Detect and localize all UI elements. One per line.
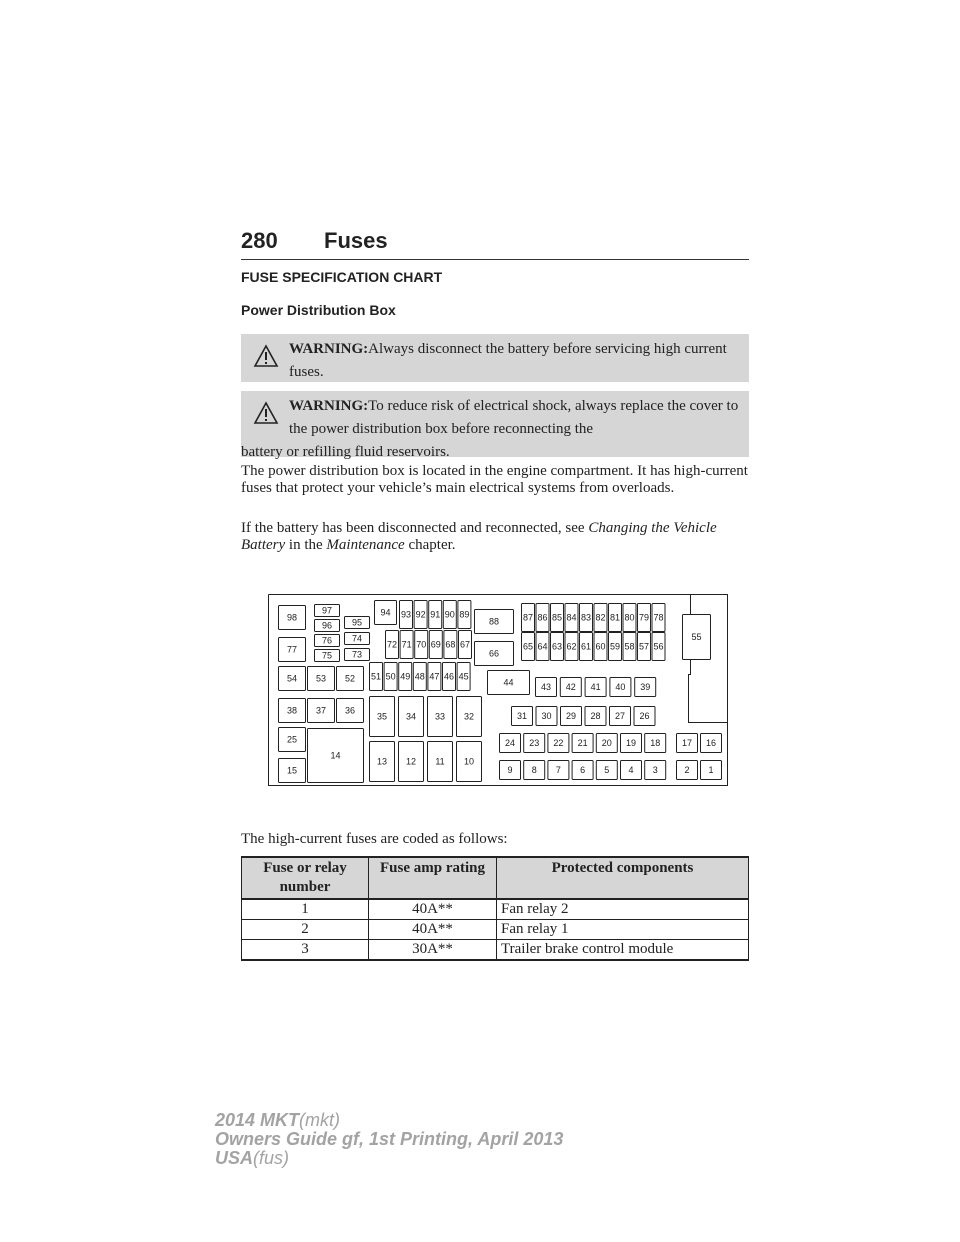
fuse-slot — [621, 734, 642, 753]
fuse-slot — [522, 633, 535, 661]
warning-box-1 — [241, 334, 749, 382]
warning-text-2-continued: battery or refilling fluid reservoirs. — [241, 444, 450, 460]
fuse-slot — [475, 642, 514, 666]
fuse-label: 70 — [416, 639, 427, 650]
fuse-label: 29 — [565, 711, 577, 721]
fuse-label: 43 — [540, 682, 552, 692]
fuse-label: 37 — [315, 705, 327, 716]
component-cell: Fan relay 2 — [497, 899, 749, 920]
fuse-label: 94 — [380, 607, 391, 618]
column-header: Protected components — [497, 857, 749, 899]
fuse-slot — [475, 610, 514, 634]
fuse-slot — [457, 663, 470, 691]
power-distribution-box-diagram — [268, 594, 728, 786]
fuse-slot — [634, 707, 655, 726]
fuse-label: 9 — [507, 765, 513, 775]
fuse-slot — [609, 604, 622, 632]
fuse-slot — [524, 761, 545, 780]
fuse-label: 83 — [580, 612, 592, 623]
fuse-slot — [572, 734, 593, 753]
fuse-slot — [308, 667, 335, 691]
fuse-slot — [638, 604, 651, 632]
fuse-label: 89 — [459, 609, 470, 620]
fuse-spec-table — [241, 856, 749, 961]
fuse-slot — [551, 633, 564, 661]
fuse-slot — [370, 742, 395, 782]
fuse-slot — [315, 650, 340, 662]
fuse-slot — [414, 601, 427, 629]
fuse-label: 21 — [577, 738, 588, 748]
fuse-label: 76 — [321, 635, 333, 646]
fuse-slot — [279, 759, 306, 783]
fuse-label: 58 — [624, 641, 635, 652]
fuse-slot — [585, 678, 606, 697]
fuse-slot — [429, 601, 442, 629]
fuse-slot — [524, 734, 545, 753]
fuse-label: 42 — [565, 682, 576, 692]
fuse-slot — [585, 707, 606, 726]
fuse-slot — [580, 633, 593, 661]
fuse-slot — [315, 605, 340, 617]
fuse-slot — [638, 633, 651, 661]
location-paragraph: The power distribution box is located in the engine compartment. It has high-current fuses that protect your vehicle’s main electrical systems from overloads. — [241, 463, 748, 496]
fuse-label: 81 — [609, 612, 621, 623]
fuse-label: 4 — [628, 765, 634, 775]
fuse-slot — [399, 663, 412, 691]
fuse-label: 44 — [503, 677, 514, 688]
fuse-label: 59 — [609, 641, 621, 652]
fuse-label: 86 — [537, 612, 548, 623]
fuse-label: 22 — [553, 738, 564, 748]
coded-intro: The high-current fuses are coded as follows: — [241, 831, 508, 847]
fuse-label: 56 — [653, 641, 664, 652]
fuse-slot — [384, 663, 397, 691]
fuse-slot — [536, 707, 557, 726]
fuse-label: 62 — [566, 641, 577, 652]
fuse-slot — [337, 667, 364, 691]
fuse-slot — [457, 742, 482, 782]
fuse-label: 35 — [376, 711, 388, 722]
fuse-slot — [413, 663, 426, 691]
fuse-slot — [609, 633, 622, 661]
fuse-slot — [458, 601, 471, 629]
fuse-label: 49 — [400, 671, 411, 682]
header-rule — [241, 259, 749, 260]
fuse-slot — [677, 761, 698, 780]
fuse-slot — [386, 631, 399, 659]
fuse-label: 66 — [488, 648, 500, 659]
fuse-label: 90 — [444, 609, 455, 620]
fuse-label: 28 — [590, 711, 601, 721]
fuse-slot — [315, 635, 340, 647]
fuse-label: 61 — [580, 641, 592, 652]
fuse-slot — [536, 604, 549, 632]
fuse-slot — [551, 604, 564, 632]
fuse-number-cell: 2 — [242, 920, 369, 940]
fuse-slot — [345, 633, 370, 645]
column-header: Fuse amp rating — [369, 857, 497, 899]
fuse-slot — [399, 742, 424, 782]
fuse-label: 18 — [650, 738, 661, 748]
fuse-slot — [548, 761, 569, 780]
fuse-slot — [652, 604, 665, 632]
fuse-label: 38 — [286, 705, 298, 716]
fuse-label: 68 — [445, 639, 456, 650]
fuse-label: 75 — [321, 650, 333, 661]
fuse-slot — [596, 761, 617, 780]
table-row — [242, 920, 749, 940]
page-footer — [215, 1111, 563, 1168]
fuse-slot — [623, 604, 636, 632]
fuse-label: 47 — [429, 671, 440, 682]
fuse-slot — [400, 631, 413, 659]
fuse-label: 48 — [414, 671, 425, 682]
fuse-slot — [610, 678, 631, 697]
fuse-slot — [522, 604, 535, 632]
fuse-label: 13 — [376, 756, 388, 767]
fuse-slot — [429, 631, 442, 659]
fuse-slot — [308, 699, 335, 723]
fuse-label: 91 — [430, 609, 441, 620]
page-number: 280 — [241, 228, 278, 253]
component-cell: Trailer brake control module — [497, 940, 749, 961]
section-heading: FUSE SPECIFICATION CHART — [241, 269, 443, 285]
component-cell: Fan relay 1 — [497, 920, 749, 940]
fuse-label: 73 — [351, 649, 363, 660]
fuse-label: 96 — [321, 620, 333, 631]
footer-line-2: Owners Guide gf, 1st Printing, April 2013 — [215, 1129, 564, 1149]
fuse-label: 12 — [405, 756, 417, 767]
fuse-slot — [548, 734, 569, 753]
fuse-label: 10 — [463, 756, 475, 767]
fuse-label: 80 — [624, 612, 635, 623]
fuse-label: 92 — [415, 609, 426, 620]
fuse-label: 34 — [405, 711, 417, 722]
fuse-label: 69 — [430, 639, 441, 650]
link-changing-battery: Changing the Vehicle Battery — [241, 520, 717, 553]
fuse-slot — [623, 633, 636, 661]
fuse-slot — [488, 671, 530, 695]
fuse-label: 2 — [684, 765, 690, 775]
fuse-label: 93 — [400, 609, 412, 620]
fuse-slot — [512, 707, 533, 726]
column-header: Fuse or relay number — [242, 857, 369, 899]
fuse-slot — [428, 663, 441, 691]
fuse-slot — [536, 678, 557, 697]
fuse-label: 50 — [385, 671, 396, 682]
table-header-row — [242, 857, 749, 899]
fuse-label: 85 — [551, 612, 563, 623]
footer-line-1: 2014 MKT(mkt) — [215, 1110, 341, 1130]
fuse-label: 25 — [286, 734, 298, 745]
page-header — [241, 228, 749, 260]
fuse-slot — [500, 734, 521, 753]
fuse-slot — [428, 697, 453, 737]
fuse-label: 33 — [434, 711, 446, 722]
fuse-label: 40 — [615, 682, 626, 692]
fuse-label: 79 — [638, 612, 650, 623]
fuse-number-cell: 3 — [242, 940, 369, 961]
fuse-slot — [683, 615, 711, 660]
fuse-label: 30 — [541, 711, 552, 721]
fuse-label: 26 — [639, 711, 650, 721]
fuse-label: 60 — [595, 641, 606, 652]
fuse-slot — [561, 707, 582, 726]
fuse-slot — [594, 604, 607, 632]
fuse-label: 53 — [315, 673, 327, 684]
fuse-label: 95 — [351, 617, 363, 628]
fuse-label: 71 — [401, 639, 412, 650]
fuse-slot — [536, 633, 549, 661]
fuse-label: 74 — [351, 633, 363, 644]
fuse-slot — [279, 699, 306, 723]
fuse-label: 17 — [681, 738, 693, 748]
fuse-label: 84 — [566, 612, 577, 623]
fuse-label: 1 — [708, 765, 714, 775]
fuse-slot — [400, 601, 413, 629]
fuse-label: 23 — [529, 738, 540, 748]
chapter-title: Fuses — [324, 228, 388, 253]
amp-rating-cell: 40A** — [369, 920, 497, 940]
fuse-slot — [565, 633, 578, 661]
fuse-slot — [399, 697, 424, 737]
fuse-slot — [315, 620, 340, 632]
fuse-slot — [580, 604, 593, 632]
fuse-slot — [279, 638, 306, 662]
fuse-slot — [701, 734, 722, 753]
fuse-slot — [652, 633, 665, 661]
fuse-label: 51 — [370, 671, 382, 682]
warning-triangle-icon — [253, 401, 279, 425]
fuse-label: 15 — [286, 765, 298, 776]
fuse-label: 78 — [653, 612, 664, 623]
fuse-label: 5 — [604, 765, 610, 775]
fuse-label: 46 — [443, 671, 455, 682]
fuse-slot — [308, 729, 364, 783]
fuse-label: 52 — [344, 673, 356, 684]
footer-line-3: USA(fus) — [215, 1148, 290, 1168]
fuse-slot — [596, 734, 617, 753]
fuse-label: 87 — [522, 612, 534, 623]
fuse-label: 14 — [330, 750, 341, 761]
fuse-slot — [459, 631, 472, 659]
fuse-slot — [677, 734, 698, 753]
fuse-slot — [701, 761, 722, 780]
warning-text-2: WARNING:To reduce risk of electrical shock, always replace the cover to the power distribution box before reconnecting the — [289, 398, 739, 437]
fuse-slot — [415, 631, 428, 659]
fuse-label: 36 — [344, 705, 356, 716]
fuse-slot — [560, 678, 581, 697]
fuse-label: 82 — [595, 612, 606, 623]
fuse-slot — [375, 601, 397, 625]
fuse-slot — [645, 761, 666, 780]
fuse-slot — [443, 663, 456, 691]
table-row — [242, 899, 749, 920]
warning-box-2 — [241, 391, 749, 460]
fuse-label: 98 — [286, 612, 298, 623]
fuse-label: 88 — [488, 616, 500, 627]
fuse-slot — [457, 697, 482, 737]
fuse-label: 64 — [537, 641, 548, 652]
fuse-slot — [645, 734, 666, 753]
amp-rating-cell: 40A** — [369, 899, 497, 920]
link-maintenance: Maintenance — [326, 537, 405, 553]
fuse-label: 24 — [504, 738, 516, 748]
fuse-label: 27 — [614, 711, 626, 721]
fuse-label: 45 — [458, 671, 469, 682]
fuse-slot — [572, 761, 593, 780]
fuse-label: 55 — [691, 632, 702, 642]
fuse-slot — [370, 697, 395, 737]
fuse-number-cell: 1 — [242, 899, 369, 920]
fuse-label: 20 — [601, 738, 612, 748]
subheading: Power Distribution Box — [241, 302, 396, 318]
fuse-label: 39 — [640, 682, 651, 692]
fuse-slot — [370, 663, 383, 691]
fuse-slot — [635, 678, 656, 697]
fuse-label: 32 — [463, 711, 475, 722]
fuse-label: 97 — [321, 605, 333, 616]
fuse-slot — [279, 606, 306, 630]
fuse-label: 16 — [705, 738, 717, 748]
fuse-label: 7 — [555, 765, 561, 775]
warning-triangle-icon — [253, 344, 279, 368]
fuse-label: 57 — [638, 641, 650, 652]
fuse-slot — [279, 728, 306, 752]
fuse-label: 65 — [522, 641, 534, 652]
fuse-slot — [279, 667, 306, 691]
fuse-slot — [594, 633, 607, 661]
fuse-slot — [337, 699, 364, 723]
amp-rating-cell: 30A** — [369, 940, 497, 961]
fuse-slot — [444, 631, 457, 659]
fuse-slot — [428, 742, 453, 782]
fuse-label: 3 — [652, 765, 658, 775]
fuse-slot — [565, 604, 578, 632]
fuse-slot — [345, 649, 370, 661]
fuse-label: 67 — [459, 639, 471, 650]
fuse-label: 63 — [551, 641, 563, 652]
fuse-label: 54 — [286, 673, 298, 684]
fuse-slot — [500, 761, 521, 780]
fuse-label: 77 — [286, 644, 298, 655]
fuse-slot — [621, 761, 642, 780]
fuse-label: 8 — [531, 765, 537, 775]
fuse-label: 72 — [386, 639, 398, 650]
warning-text-1: WARNING:Always disconnect the battery before servicing high current fuses. — [289, 341, 727, 380]
table-row — [242, 940, 749, 961]
fuse-slot — [443, 601, 456, 629]
fuse-label: 41 — [590, 682, 601, 692]
battery-paragraph: If the battery has been disconnected and reconnected, see Changing the Vehicle Battery in the Maintenance chapter. — [241, 520, 717, 553]
fuse-slot — [345, 617, 370, 629]
fuse-label: 6 — [580, 765, 586, 775]
fuse-label: 31 — [516, 711, 528, 721]
fuse-slot — [610, 707, 631, 726]
fuse-label: 19 — [625, 738, 637, 748]
fuse-label: 11 — [435, 756, 445, 767]
